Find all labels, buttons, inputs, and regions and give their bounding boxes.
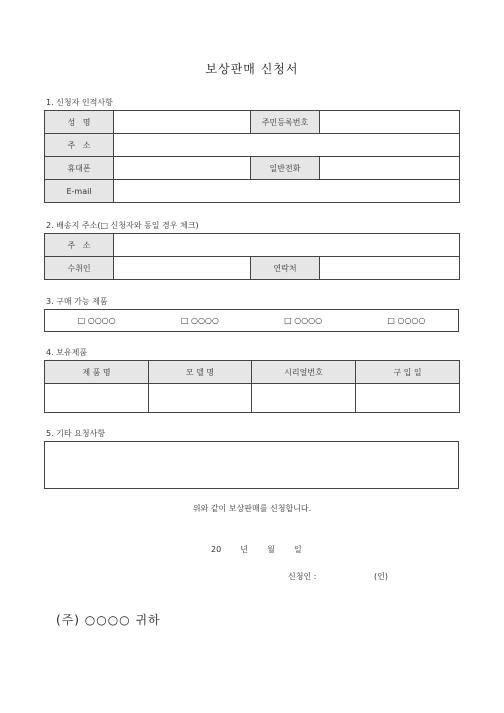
section3-heading: 3. 구매 가능 제품 [46,297,108,306]
date-line [211,544,302,555]
section1-heading: 1. 신청자 인적사항 [46,98,113,107]
email-field[interactable] [114,180,460,203]
product-option-1[interactable]: □ ○○○○ [77,316,116,325]
col-serial-number: 시리얼번호 [252,361,356,384]
other-requests-field[interactable] [44,441,459,489]
contact-field[interactable] [320,257,460,280]
model-name-cell[interactable] [149,384,252,413]
address-label: 주 소 [45,134,114,157]
phone-label: 일반전화 [251,157,320,180]
product-name-cell[interactable] [45,384,149,413]
serial-number-cell[interactable] [252,384,356,413]
section4-heading: 4. 보유제품 [46,348,88,357]
product-option-2[interactable]: □ ○○○○ [180,316,219,325]
delivery-address-label: 주 소 [45,234,114,257]
address-field[interactable] [114,134,460,157]
col-model-name: 모 델 명 [149,361,252,384]
product-option-4[interactable]: □ ○○○○ [387,316,426,325]
page-title: 보상판매 신청서 [205,62,299,76]
section2-heading: 2. 배송지 주소(□ 신청자와 동일 경우 체크) [46,221,199,230]
name-label: 성 명 [45,111,114,134]
name-field[interactable] [114,111,251,134]
addressee: (주) ○○○○ 귀하 [56,613,161,627]
phone-field[interactable] [320,157,460,180]
col-purchase-date: 구 입 일 [356,361,460,384]
statement: 위와 같이 보상판매를 신청합니다. [192,504,312,513]
signature-seal: (인) [374,572,388,581]
date-year-prefix: 20 [211,545,222,554]
delivery-address-field[interactable] [114,234,460,257]
rrn-field[interactable] [320,111,460,134]
col-product-name: 제 품 명 [45,361,149,384]
section5-heading: 5. 기타 요청사항 [46,429,106,438]
purchase-date-cell[interactable] [356,384,460,413]
mobile-label: 휴대폰 [45,157,114,180]
applicant-table [44,110,460,203]
rrn-label: 주민등록번호 [251,111,320,134]
date-month: 월 [267,545,275,554]
recipient-label: 수취인 [45,257,114,280]
date-year: 년 [240,545,249,554]
date-day: 일 [293,545,302,554]
owned-products-table [44,360,460,413]
recipient-field[interactable] [114,257,251,280]
available-products-box [44,309,459,332]
contact-label: 연락처 [251,257,320,280]
mobile-field[interactable] [114,157,251,180]
email-label: E-mail [45,180,114,203]
signature-label: 신청인 : [288,572,317,581]
delivery-table [44,233,460,280]
product-option-3[interactable]: □ ○○○○ [284,316,323,325]
